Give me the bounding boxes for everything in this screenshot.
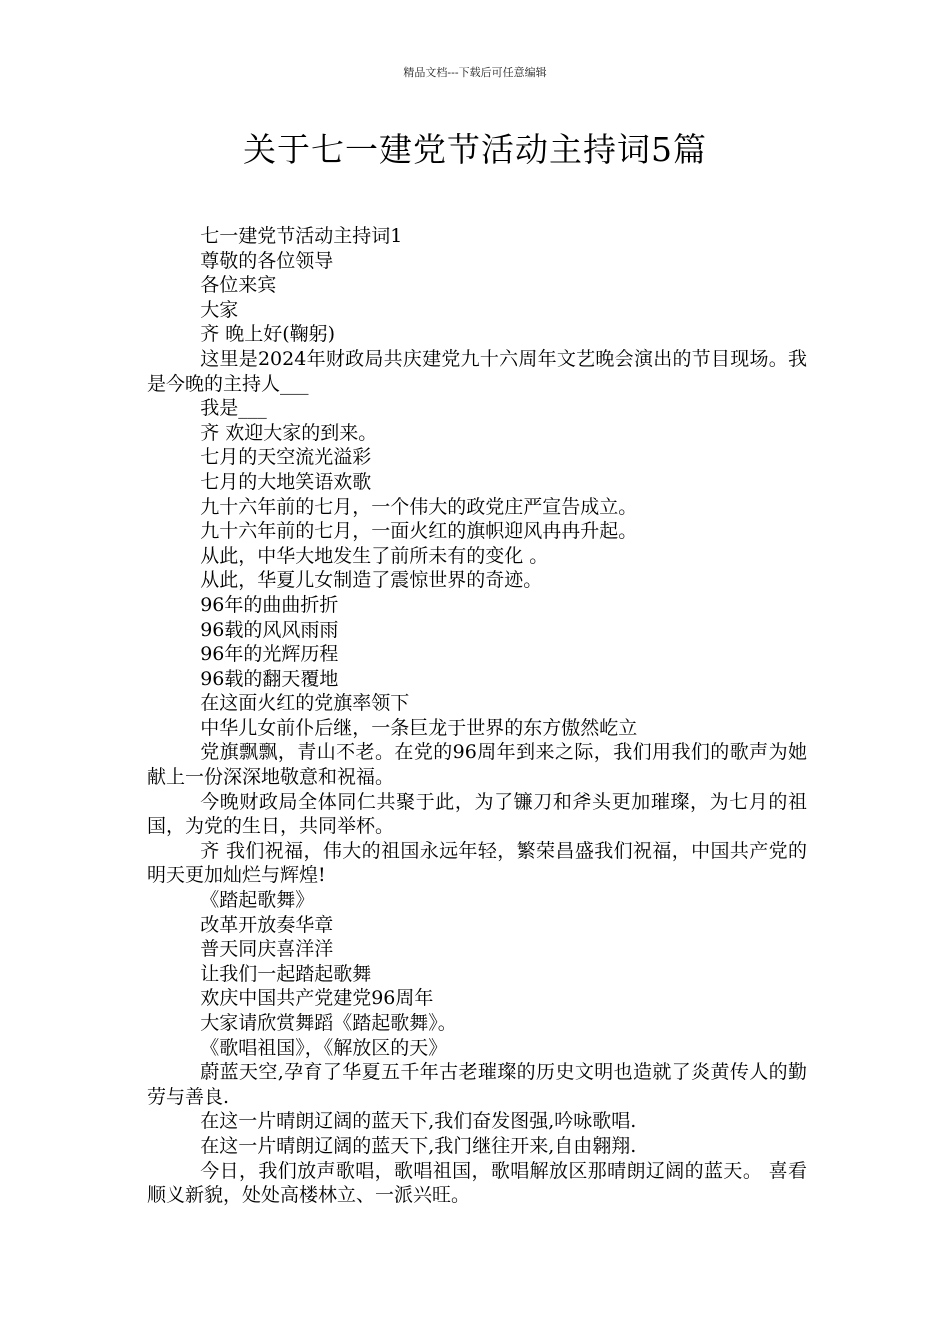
paragraph: 大家 — [200, 298, 239, 321]
paragraph: 我是___ — [200, 397, 267, 420]
paragraph: 从此，华夏儿女制造了震惊世界的奇迹。 — [200, 569, 543, 592]
paragraph: 中华儿女前仆后继，一条巨龙于世界的东方傲然屹立 — [200, 716, 638, 739]
document-title: 关于七一建党节活动主持词5篇 — [243, 130, 707, 169]
paragraph: 《踏起歌舞》 — [200, 889, 315, 912]
paragraph: 党旗飘飘，青山不老。在党的96周年到来之际，我们用我们的歌声为她献上一份深深地敬意和祝福。 — [147, 741, 807, 789]
paragraph: 96载的风风雨雨 — [200, 618, 339, 641]
paragraph: 七月的大地笑语欢歌 — [200, 470, 372, 493]
paragraph: 从此，中华大地发生了前所未有的变化 。 — [200, 544, 549, 567]
paragraph: 96年的光辉历程 — [200, 643, 339, 666]
paragraph: 96年的曲曲折折 — [200, 593, 339, 616]
header-note: 精品文档---下载后可任意编辑 — [403, 66, 547, 79]
paragraph: 在这面火红的党旗率领下 — [200, 692, 410, 715]
paragraph: 各位来宾 — [200, 274, 277, 297]
paragraph: 改革开放奏华章 — [200, 913, 334, 936]
paragraph: 这里是2024年财政局共庆建党九十六周年文艺晚会演出的节目现场。我是今晚的主持人___ — [147, 347, 807, 395]
paragraph: 蔚蓝天空,孕育了华夏五千年古老璀璨的历史文明也造就了炎黄传人的勤劳与善良. — [147, 1061, 807, 1108]
paragraph: 96载的翻天覆地 — [200, 667, 339, 690]
paragraph: 尊敬的各位领导 — [200, 249, 334, 272]
paragraph: 在这一片晴朗辽阔的蓝天下,我们奋发图强,吟咏歌唱. — [200, 1110, 637, 1133]
paragraph: 今晚财政局全体同仁共聚于此，为了镰刀和斧头更加璀璨，为七月的祖国，为党的生日，共同举杯。 — [147, 790, 807, 838]
paragraph: 齐 我们祝福，伟大的祖国永远年轻，繁荣昌盛我们祝福，中国共产党的明天更加灿烂与辉煌! — [147, 839, 807, 887]
paragraph: 欢庆中国共产党建党96周年 — [200, 987, 434, 1010]
document-body — [147, 224, 807, 1208]
paragraph: 《歌唱祖国》，《解放区的天》 — [200, 1036, 448, 1059]
paragraph: 今日，我们放声歌唱，歌唱祖国，歌唱解放区那晴朗辽阔的蓝天。 喜看顺义新貌，处处高楼林立、一派兴旺。 — [147, 1159, 807, 1207]
paragraph: 齐 欢迎大家的到来。 — [200, 421, 378, 444]
paragraph: 齐 晚上好(鞠躬) — [200, 323, 336, 346]
paragraph: 七一建党节活动主持词1 — [200, 225, 403, 247]
paragraph: 大家请欣赏舞蹈《踏起歌舞》。 — [200, 1012, 457, 1034]
paragraph: 在这一片晴朗辽阔的蓝天下,我门继往开来,自由翱翔. — [200, 1134, 637, 1157]
paragraph: 普天同庆喜洋洋 — [200, 938, 334, 961]
paragraph: 九十六年前的七月，一个伟大的政党庄严宣告成立。 — [200, 495, 638, 518]
paragraph: 七月的天空流光溢彩 — [200, 446, 372, 469]
paragraph: 让我们一起踏起歌舞 — [200, 962, 372, 985]
paragraph: 九十六年前的七月，一面火红的旗帜迎风冉冉升起。 — [200, 520, 638, 543]
